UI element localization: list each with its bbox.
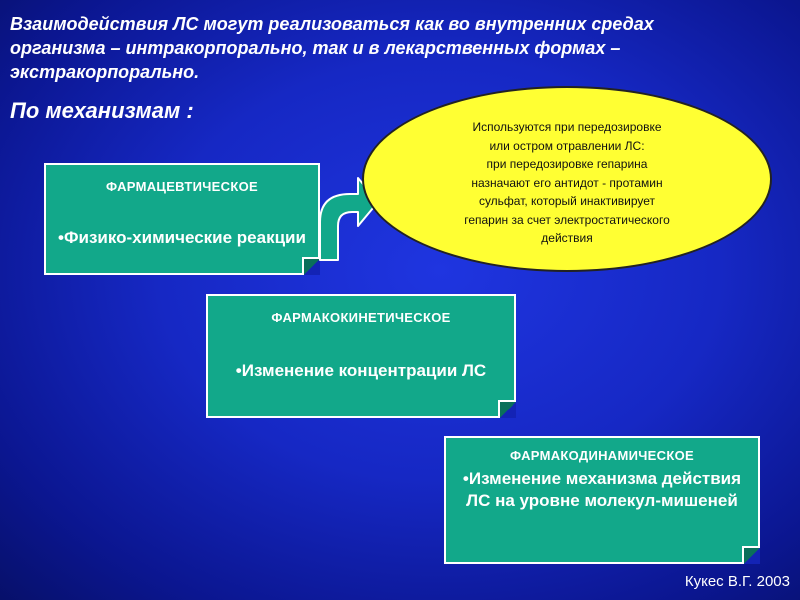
overdose-callout xyxy=(362,86,772,272)
callout-line: действия xyxy=(541,231,593,245)
pharmacokinetic-card-body: •Изменение концентрации ЛС xyxy=(235,361,487,380)
callout-line: сульфат, который инактивирует xyxy=(478,194,656,208)
pharmaceutical-card xyxy=(44,163,320,275)
pharmacokinetic-card-heading: ФАРМАКОКИНЕТИЧЕСКОЕ xyxy=(271,310,451,325)
pharmacodynamic-card xyxy=(444,436,760,564)
overdose-callout-text xyxy=(404,118,730,248)
pharmaceutical-card-heading: ФАРМАЦЕВТИЧЕСКОЕ xyxy=(106,179,258,194)
callout-line: назначают его антидот - протамин xyxy=(471,175,663,190)
callout-line: или остром отравлении ЛС: xyxy=(489,138,645,153)
pharmaceutical-card-body: •Физико-химические реакции xyxy=(58,228,306,247)
pharmacokinetic-card xyxy=(206,294,516,418)
card-fold-corner xyxy=(498,400,516,418)
callout-line: гепарин за счет электростатического xyxy=(464,212,670,227)
slide-title-line-1: Взаимодействия ЛС могут реализоваться как во внутренних средах xyxy=(10,14,654,34)
slide-title-line-3: экстракорпорально. xyxy=(10,62,200,82)
slide-title xyxy=(10,12,770,84)
slide-subtitle: По механизмам : xyxy=(10,98,194,123)
pharmacodynamic-card-body: •Изменение механизма действия ЛС на уровне молекул-мишеней xyxy=(462,469,742,510)
card-fold-corner xyxy=(742,546,760,564)
callout-line: Используются при передозировке xyxy=(472,120,662,134)
callout-line: при передозировке гепарина xyxy=(486,157,648,171)
slide-title-line-2: организма – интракорпорально, так и в лекарственных формах – xyxy=(10,38,621,58)
author-credit: Кукес В.Г. 2003 xyxy=(684,573,790,590)
pharmacodynamic-card-heading: ФАРМАКОДИНАМИЧЕСКОЕ xyxy=(510,448,694,463)
